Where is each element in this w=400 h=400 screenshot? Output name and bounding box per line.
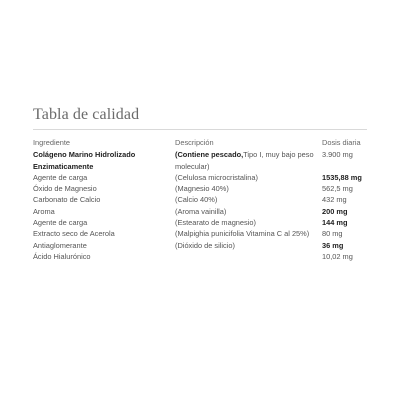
- ingredient-cell: Carbonato de Calcio: [33, 195, 101, 205]
- dose-cell: 80 mg: [322, 229, 343, 239]
- header-ingredient: Ingrediente: [33, 138, 70, 147]
- header-daily-dose: Dosis diaria: [322, 138, 361, 147]
- ingredient-cell: Ácido Hialurónico: [33, 251, 91, 261]
- table-row: [33, 251, 373, 262]
- description-cell: [175, 149, 322, 172]
- quality-table: [33, 137, 373, 262]
- table-row: [33, 240, 373, 251]
- ingredient-cell: Agente de carga: [33, 218, 88, 228]
- dose-cell: 144 mg: [322, 218, 348, 228]
- dose-cell: 432 mg: [322, 195, 347, 205]
- dose-cell: 200 mg: [322, 206, 348, 216]
- description-cell: (Aroma vainilla): [175, 206, 227, 216]
- description-bold-part: (Contiene pescado,: [175, 150, 244, 160]
- table-row: [33, 172, 373, 183]
- ingredient-cell: Agente de carga: [33, 172, 88, 182]
- header-description: Descripción: [175, 138, 214, 147]
- dose-cell: 10,02 mg: [322, 251, 353, 261]
- ingredient-cell: Óxido de Magnesio: [33, 184, 97, 194]
- table-row: [33, 183, 373, 194]
- description-cell: (Magnesio 40%): [175, 184, 229, 194]
- description-cell: (Calcio 40%): [175, 195, 218, 205]
- dose-cell: 1535,88 mg: [322, 172, 362, 182]
- description-cell: (Dióxido de silicio): [175, 240, 235, 250]
- ingredient-cell: Antiaglomerante: [33, 240, 87, 250]
- ingredient-cell: Aroma: [33, 206, 55, 216]
- table-row: [33, 217, 373, 228]
- dose-cell: 562,5 mg: [322, 184, 353, 194]
- table-row: [33, 149, 373, 172]
- description-cell: (Estearato de magnesio): [175, 218, 256, 228]
- ingredient-cell: [33, 149, 175, 172]
- description-cell: (Celulosa microcristalina): [175, 172, 258, 182]
- description-cell: (Malpighia punicifolia Vitamina C al 25%): [175, 229, 310, 239]
- title-divider: [33, 129, 367, 130]
- dose-cell: 3.900 mg: [322, 150, 353, 160]
- table-row: [33, 194, 373, 205]
- page-title: Tabla de calidad: [33, 106, 140, 123]
- ingredient-name: Colágeno Marino Hidrolizado Enzimaticamente: [33, 150, 136, 171]
- table-row: [33, 206, 373, 217]
- description-rest: Tipo I, muy bajo peso molecular): [175, 150, 314, 171]
- table-row: [33, 228, 373, 239]
- dose-cell: 36 mg: [322, 240, 344, 250]
- table-header-row: [33, 137, 373, 148]
- ingredient-cell: Extracto seco de Acerola: [33, 229, 115, 239]
